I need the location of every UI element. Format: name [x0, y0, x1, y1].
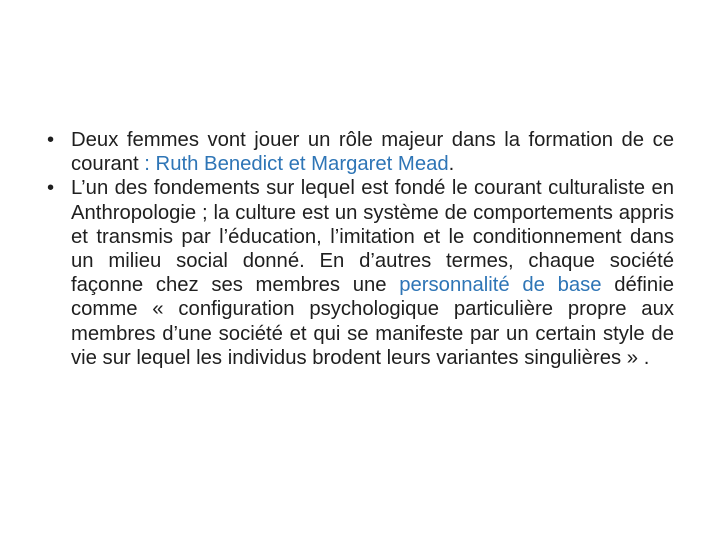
bullet-icon: • — [47, 177, 55, 200]
bullet-item-1 — [46, 128, 674, 176]
bullet-list — [46, 128, 674, 370]
bullet-item-2 — [46, 176, 674, 370]
bullet-2-text: L’un des fondements sur lequel est fondé le courant culturaliste en Anthropologie ; la culture est un système de comportements appris et transmis par l’éducation, l’imitation et le conditionnement dans un milieu social donné. En d’autres termes, chaque société façonne chez ses membres une — [71, 177, 674, 297]
bullet-1-text-end: . — [448, 153, 455, 176]
bullet-2-highlight: personnalité de base — [399, 274, 602, 297]
bullet-icon: • — [47, 129, 55, 151]
bullet-1-text: Deux femmes vont jouer un rôle majeur dans la formation de ce courant — [71, 129, 674, 176]
bullet-1-highlight: : Ruth Benedict et Margaret Mead — [138, 153, 449, 176]
bullet-2-text-end: définie comme « configuration psychologique particulière propre aux membres d’une société et qui se manifeste par un certain style de vie sur lequel les individus brodent leurs variantes singulières » . — [71, 274, 674, 369]
